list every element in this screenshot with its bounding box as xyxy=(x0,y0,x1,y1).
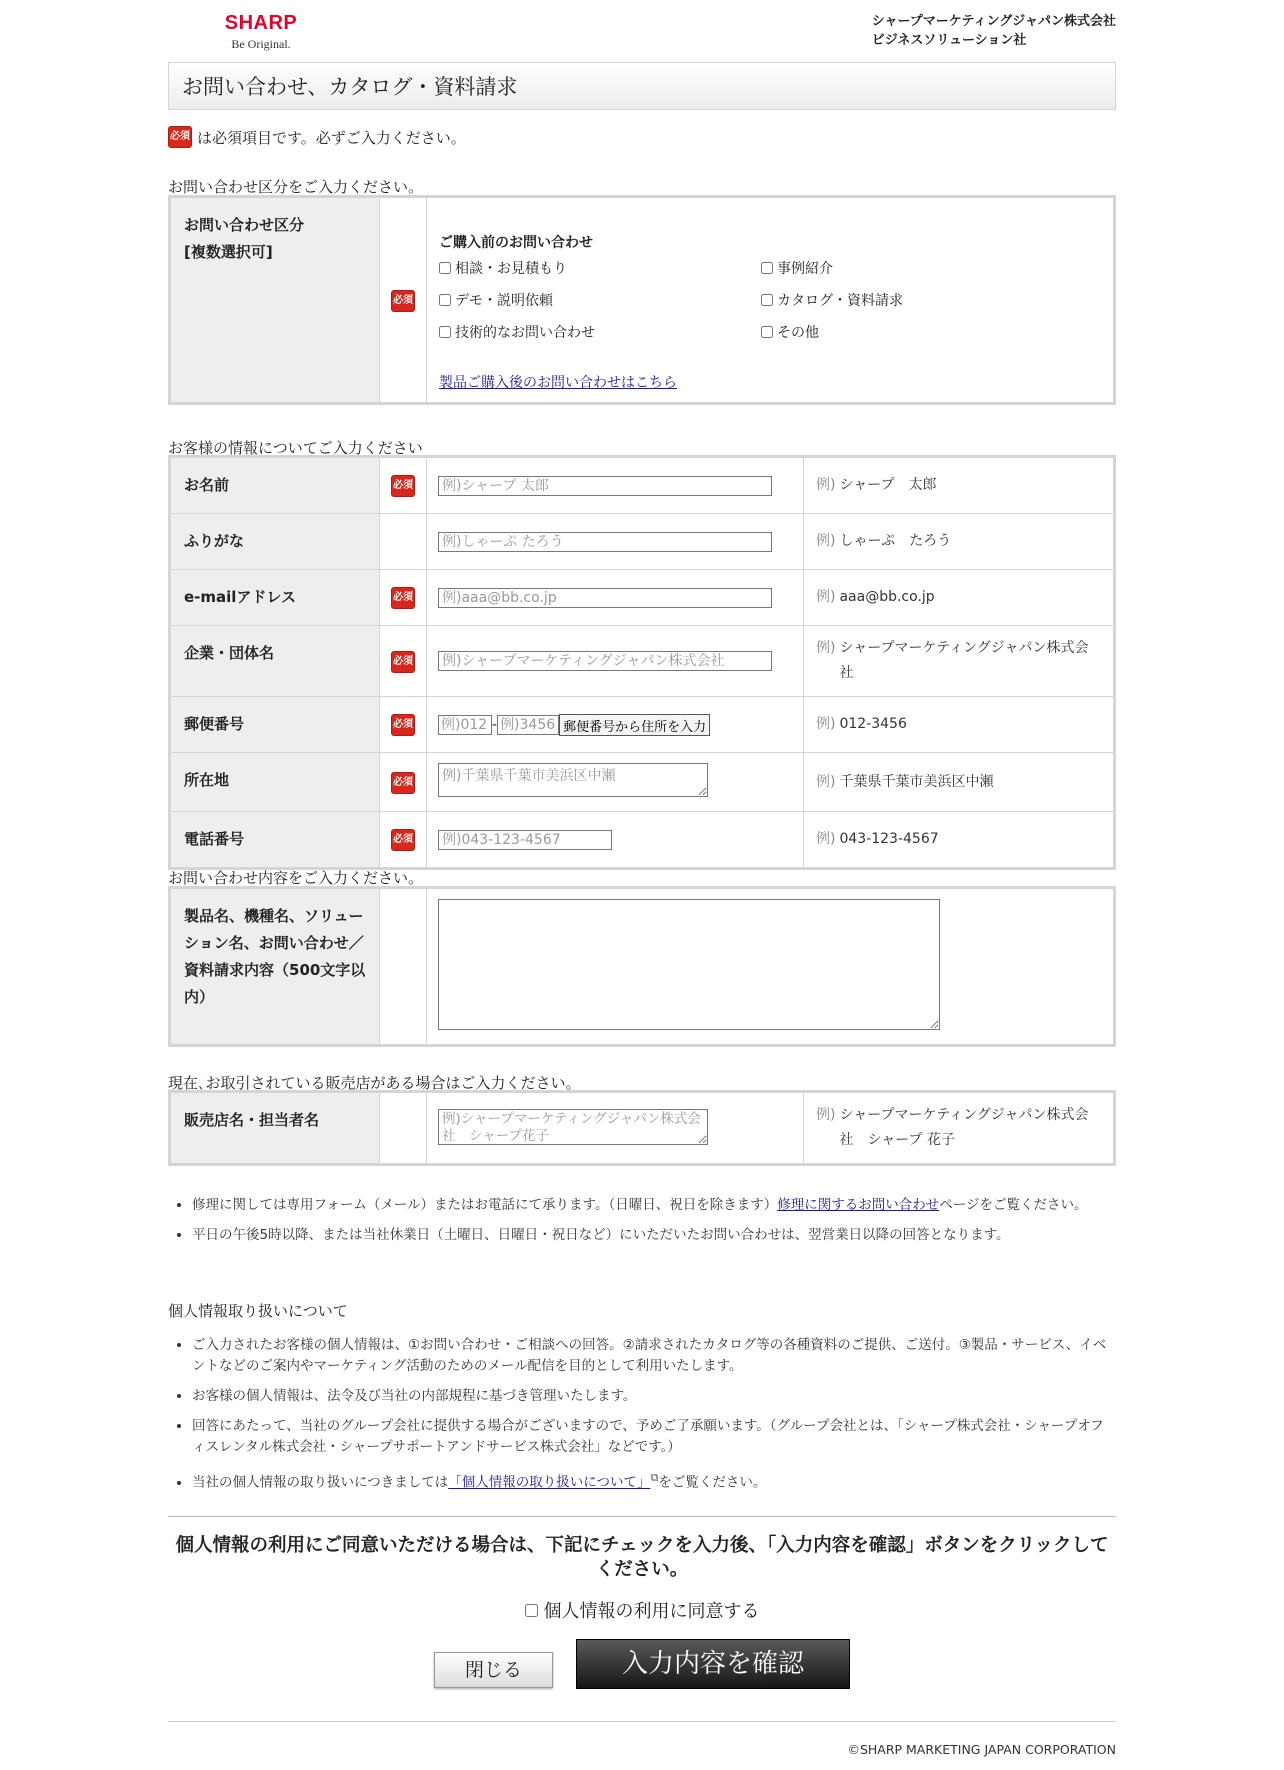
required-note xyxy=(168,126,466,148)
address-input[interactable] xyxy=(438,763,708,797)
required-badge: 必須 xyxy=(391,651,415,673)
option-consultation-estimate[interactable]: 相談・お見積もり xyxy=(439,258,761,278)
field-label-inquiry-content: 製品名、機種名、ソリューション名、お問い合わせ／資料請求内容（500文字以内） xyxy=(170,888,380,1046)
corporate-name xyxy=(872,12,1116,50)
privacy-policy-link[interactable]: 「個人情報の取り扱いについて」 xyxy=(448,1474,651,1491)
required-badge: 必須 xyxy=(391,772,415,794)
email-example: aaa@bb.co.jp xyxy=(839,589,935,605)
field-label-furigana: ふりがな xyxy=(170,514,380,570)
after-purchase-link[interactable]: 製品ご購入後のお問い合わせはこちら xyxy=(439,375,677,391)
field-label-postal: 郵便番号 xyxy=(170,697,380,753)
confirm-input-button[interactable]: 入力内容を確認 xyxy=(576,1639,850,1689)
field-label-inquiry-type: お問い合わせ区分 [複数選択可] xyxy=(170,197,380,404)
postal-lookup-button[interactable]: 郵便番号から住所を入力 xyxy=(559,714,710,736)
external-window-icon: ⧉ xyxy=(650,1471,659,1484)
field-label-dealer: 販売店名・担当者名 xyxy=(170,1092,380,1165)
notes-list xyxy=(168,1195,1116,1255)
company-input[interactable] xyxy=(438,651,772,671)
name-example: シャープ 太郎 xyxy=(839,477,937,493)
page-title: お問い合わせ、カタログ・資料請求 xyxy=(168,62,1116,110)
field-label-email: e-mailアドレス xyxy=(170,570,380,626)
inquiry-type-options xyxy=(439,258,1101,342)
field-label-company: 企業・団体名 xyxy=(170,626,380,697)
postal-example: 012-3456 xyxy=(839,716,907,732)
furigana-example: しゃーぷ たろう xyxy=(839,533,952,549)
privacy-heading: 個人情報取り扱いについて xyxy=(168,1302,348,1320)
phone-input[interactable] xyxy=(438,830,612,850)
checkbox[interactable] xyxy=(761,294,773,306)
required-badge: 必須 xyxy=(391,290,415,312)
copyright: ©SHARP MARKETING JAPAN CORPORATION xyxy=(847,1742,1116,1757)
required-note-text: は必須項目です。必ずご入力ください。 xyxy=(197,128,466,147)
required-badge: 必須 xyxy=(168,126,192,148)
customer-info-table: お名前 必須 例)シャープ 太郎 例) シャープ 太郎 ふりがな 例)しゃーぷ たろう 例) しゃーぷ たろう e-mailアドレス 必須 例)aaa@bb.co.jp 例) aaa@bb.co.jp 企業・団体名 必須 例)シャープマーケティングジャパン株式会社 例) シャープマーケティングジャパン株式会社 郵便番号 必須 例)012 -例)3456 郵便番号から住所を入力 例) 012-3456 所在地 必須 例)千葉県千葉市美浜区中瀬 例) 千葉県千葉市美浜区中瀬 電話番号 必須 例)043-123-4567 例) 043-123-4567 xyxy=(168,455,1116,870)
logo-brand: SHARP xyxy=(224,12,298,34)
privacy-list xyxy=(168,1335,1116,1503)
close-button[interactable]: 閉じる xyxy=(434,1652,553,1688)
option-case-study[interactable]: 事例紹介 xyxy=(761,258,1061,278)
agree-checkbox[interactable] xyxy=(525,1604,538,1617)
section-customer-info-label: お客様の情報についてご入力ください xyxy=(168,439,423,457)
option-technical[interactable]: 技術的なお問い合わせ xyxy=(439,322,761,342)
corp-line-1: シャープマーケティングジャパン株式会社 xyxy=(871,14,1116,29)
checkbox[interactable] xyxy=(761,326,773,338)
corp-line-2: ビジネスソリューション社 xyxy=(871,33,1027,48)
email-input[interactable] xyxy=(438,588,772,608)
postal-code-second-input[interactable] xyxy=(497,715,559,735)
name-input[interactable] xyxy=(438,476,772,496)
agreement-title: 個人情報の利用にご同意いただける場合は、下記にチェックを入力後、「入力内容を確認」ボタンをクリックしてください。 xyxy=(175,1535,1109,1580)
option-other[interactable]: その他 xyxy=(761,322,1061,342)
checkbox[interactable] xyxy=(439,326,451,338)
company-example: シャープマーケティングジャパン株式会社 xyxy=(839,640,1089,681)
section-dealer-label: 現在､お取引されている販売店がある場合はご入力ください。 xyxy=(168,1074,581,1092)
sharp-logo xyxy=(196,12,326,52)
divider xyxy=(168,1516,1116,1517)
address-example: 千葉県千葉市美浜区中瀬 xyxy=(839,773,994,790)
checkbox[interactable] xyxy=(439,294,451,306)
field-label-name: お名前 xyxy=(170,457,380,514)
privacy-item: • お客様の個人情報は、法令及び当社の内部規程に基づき管理いたします。 xyxy=(192,1386,1116,1407)
option-demo[interactable]: デモ・説明依頼 xyxy=(439,290,761,310)
section-inquiry-content-label: お問い合わせ内容をご入力ください。 xyxy=(168,869,424,887)
required-badge: 必須 xyxy=(391,714,415,736)
dealer-table: 販売店名・担当者名 例)シャープマーケティングジャパン株式会社 シャープ花子 例) シャープマーケティングジャパン株式会社 シャープ 花子 xyxy=(168,1090,1116,1166)
dealer-example: シャープマーケティングジャパン株式会社 シャープ 花子 xyxy=(839,1107,1089,1148)
inquiry-content-table xyxy=(168,886,1116,1047)
required-badge: 必須 xyxy=(391,829,415,851)
pre-purchase-group-title: ご購入前のお問い合わせ xyxy=(439,235,593,251)
field-label-phone: 電話番号 xyxy=(170,812,380,869)
dealer-input[interactable] xyxy=(438,1109,708,1145)
privacy-item: • ご入力されたお客様の個人情報は、①お問い合わせ・ご相談への回答。②請求されたカタログ等の各種資料のご提供、ご送付。③製品・サービス、イベントなどのご案内やマーケティング活動のためのメール配信を目的として利用いたします。 xyxy=(192,1335,1116,1377)
inquiry-content-textarea[interactable] xyxy=(438,899,940,1030)
option-catalog[interactable]: カタログ・資料請求 xyxy=(761,290,1061,310)
note-after-hours: • 平日の午後5時以降、または当社休業日（土曜日、日曜日・祝日など）にいただいたお問い合わせは、翌営業日以降の回答となります。 xyxy=(192,1225,1116,1246)
checkbox[interactable] xyxy=(761,262,773,274)
logo-tagline: Be Original. xyxy=(231,37,291,51)
agreement-checkbox-row[interactable] xyxy=(168,1597,1116,1623)
furigana-input[interactable] xyxy=(438,532,772,552)
inquiry-type-table xyxy=(168,195,1116,405)
phone-example: 043-123-4567 xyxy=(839,831,939,847)
postal-code-first-input[interactable] xyxy=(438,715,492,735)
section-inquiry-type-label: お問い合わせ区分をご入力ください。 xyxy=(168,178,424,196)
required-badge: 必須 xyxy=(391,587,415,609)
checkbox[interactable] xyxy=(439,262,451,274)
privacy-item: • 回答にあたって、当社のグループ会社に提供する場合がございますので、予めご了承願います。（グループ会社とは、「シャープ株式会社・シャープオフィスレンタル株式会社・シャープサポートアンドサービス株式会社」などです。） xyxy=(192,1416,1116,1458)
repair-inquiry-link[interactable]: 修理に関するお問い合わせ xyxy=(777,1197,940,1213)
field-label-address: 所在地 xyxy=(170,753,380,812)
footer-divider xyxy=(168,1721,1116,1722)
agree-checkbox-label: 個人情報の利用に同意する xyxy=(543,1601,760,1622)
postal-hyphen: - xyxy=(492,716,498,733)
note-repair: • 修理に関しては専用フォーム（メール）またはお電話にて承ります。（日曜日、祝日を除きます）修理に関するお問い合わせページをご覧ください。 xyxy=(192,1195,1116,1216)
required-badge: 必須 xyxy=(391,475,415,497)
privacy-item: • 当社の個人情報の取り扱いにつきましては「個人情報の取り扱いについて」⧉をご覧ください。 xyxy=(192,1467,1116,1494)
